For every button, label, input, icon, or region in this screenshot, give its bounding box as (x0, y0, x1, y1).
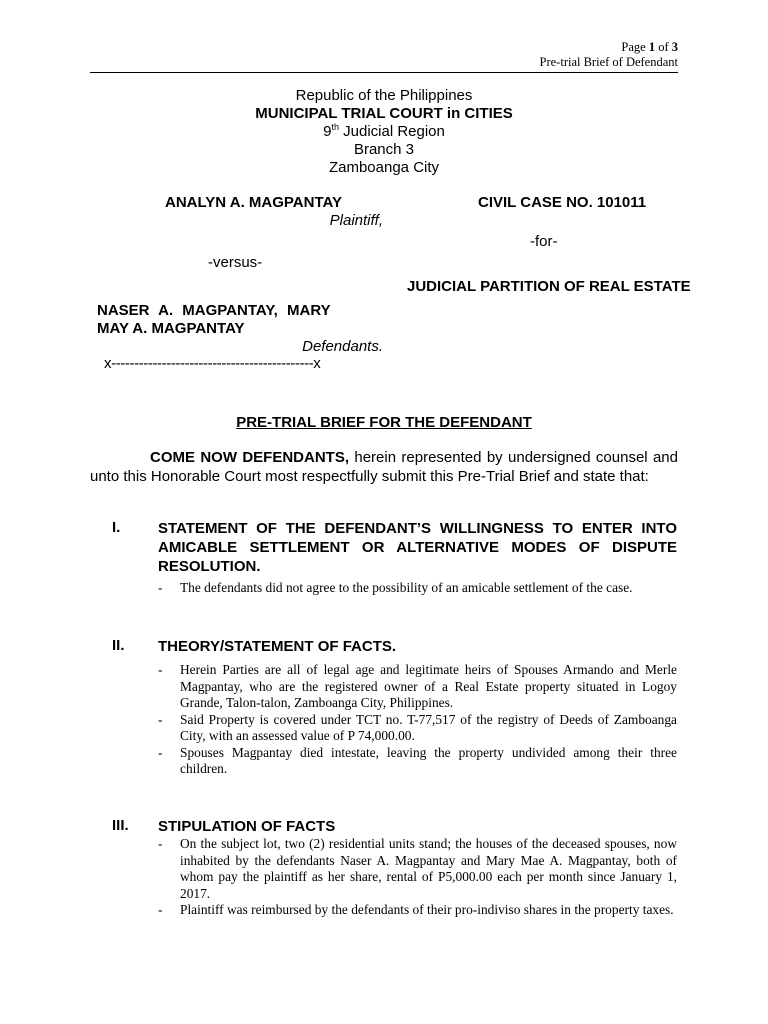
list-item: - The defendants did not agree to the possibility of an amicable settlement of the case. (158, 580, 677, 597)
page-current: 1 (648, 40, 656, 54)
section-2-number: II. (112, 637, 125, 654)
judicial-region: 9th Judicial Region (323, 122, 445, 140)
versus-label: -versus- (208, 254, 263, 271)
court-name: MUNICIPAL TRIAL COURT in CITIES (255, 105, 513, 122)
section-3-title: STIPULATION OF FACTS (158, 818, 336, 835)
defendants-line1: NASER A. MAGPANTAY, MARY (97, 302, 331, 319)
list-item: - Spouses Magpantay died intestate, leaving the property undivided among their three children. (158, 745, 677, 778)
page-of: of (658, 40, 669, 54)
list-item: - On the subject lot, two (2) residential units stand; the houses of the deceased spouses, now inhabited by the defendants Naser A. Magpantay and Mary Mae A. Magpantay, both of whom pay the plaintiff as her share, rental of P5,000.00 each per month since January 1, 2017. (158, 836, 677, 902)
republic-line: Republic of the Philippines (295, 87, 473, 104)
court-heading (0, 87, 768, 177)
section-1-number: I. (112, 519, 121, 536)
section-3-list (158, 836, 677, 919)
document-title: PRE-TRIAL BRIEF FOR THE DEFENDANT (236, 414, 532, 431)
caption-separator: x--------------------------------------------x (104, 355, 321, 372)
header-rule (90, 72, 678, 73)
case-number: CIVIL CASE NO. 101011 (478, 194, 647, 211)
plaintiff-role: Plaintiff, (329, 212, 383, 229)
section-2-title: THEORY/STATEMENT OF FACTS. (158, 638, 397, 655)
list-item: - Plaintiff was reimbursed by the defendants of their pro-indiviso shares in the property taxes. (158, 902, 677, 919)
for-label: -for- (530, 233, 558, 250)
section-2-list (158, 662, 677, 778)
section-1-title: STATEMENT OF THE DEFENDANT’S WILLINGNESS TO ENTER INTO AMICABLE SETTLEMENT OR ALTERNATIVE MODES OF DISPUTE RESOLUTION. (158, 520, 677, 575)
page-header (540, 40, 678, 70)
defendants-names (97, 302, 383, 338)
page-total: 3 (671, 40, 678, 54)
list-item: - Said Property is covered under TCT no. T-77,517 of the registry of Deeds of Zamboanga City, with an assessed value of P 74,000.00. (158, 712, 677, 745)
plaintiff-name: ANALYN A. MAGPANTAY (165, 194, 342, 211)
list-item: - Herein Parties are all of legal age and legitimate heirs of Spouses Armando and Merle Magpantay, who are the registered owner of a Real Estate property situated in Logoy Grande, Talon-talon, Zamboanga City, Philippines. (158, 662, 677, 712)
section-1-list (158, 580, 677, 597)
page-number (540, 40, 678, 55)
intro-paragraph: COME NOW DEFENDANTS, herein represented by undersigned counsel and unto this Honorable Court most respectfully submit this Pre-Trial Brief and state that: (90, 449, 678, 485)
city-line: Zamboanga City (328, 159, 440, 176)
section-3-number: III. (112, 817, 129, 834)
case-nature: JUDICIAL PARTITION OF REAL ESTATE (407, 278, 691, 295)
defendants-role: Defendants. (302, 338, 383, 355)
document-short-title: Pre-trial Brief of Defendant (539, 55, 678, 69)
branch-line: Branch 3 (353, 141, 415, 158)
page-label: Page (621, 40, 646, 54)
defendants-line2: MAY A. MAGPANTAY (97, 320, 245, 337)
